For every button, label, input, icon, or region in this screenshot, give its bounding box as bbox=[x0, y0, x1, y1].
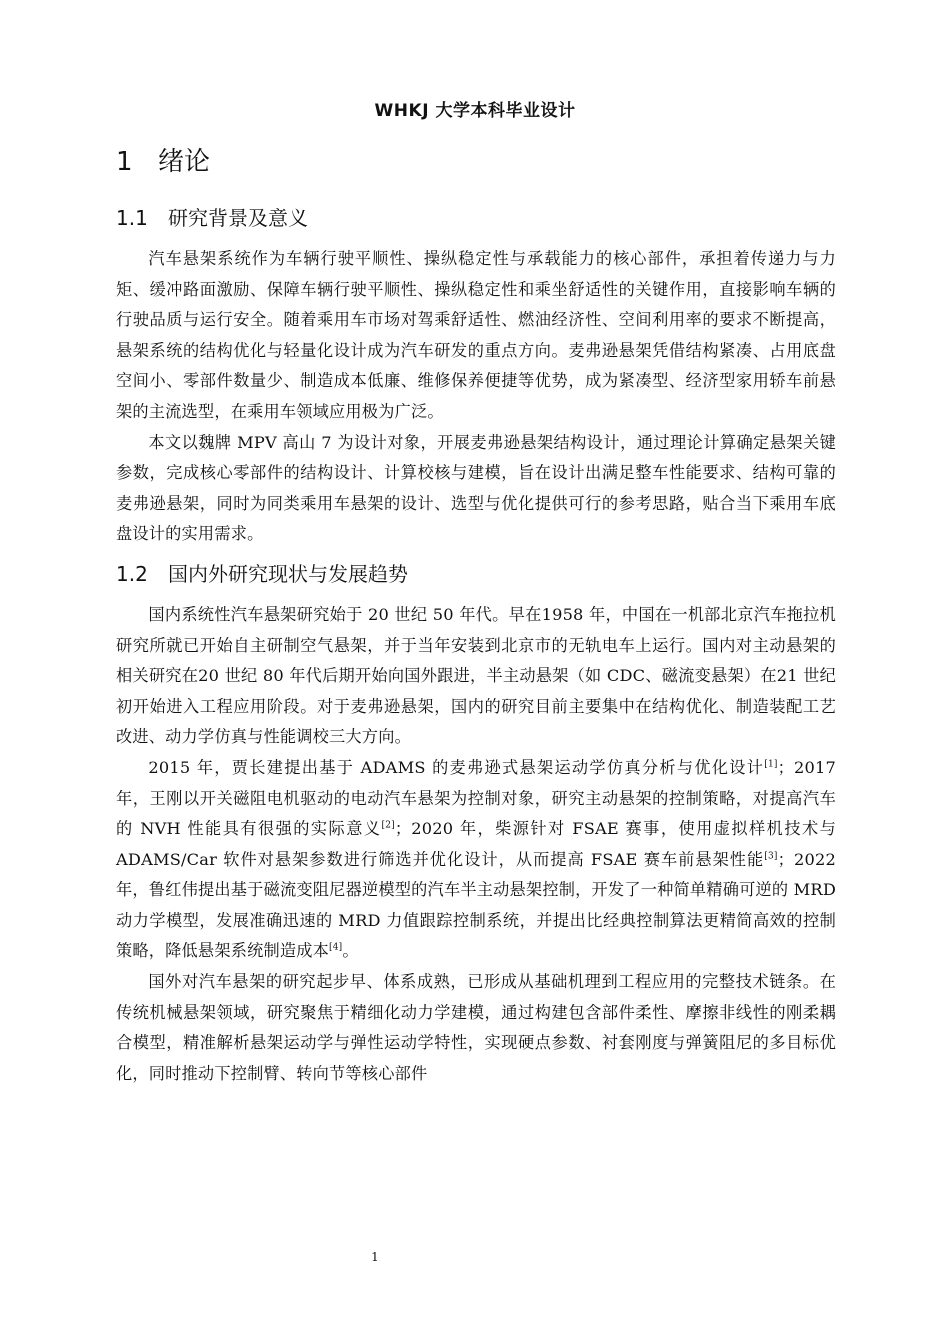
page-content bbox=[116, 140, 836, 1089]
section-number: 1.1 bbox=[116, 206, 148, 230]
paragraph-foreign-research: 国外对汽车悬架的研究起步早、体系成熟，已形成从基础机理到工程应用的完整技术链条。在传统机械悬架领域，研究聚焦于精细化动力学建模，通过构建包含部件柔性、摩擦非线性的刚柔耦合模型，精准解析悬架运动学与弹性运动学特性，实现硬点参数、衬套刚度与弹簧阻尼的多目标优化，同时推动下控制臂、转向节等核心部件 bbox=[116, 972, 836, 1083]
paragraph-domestic-citations bbox=[116, 753, 836, 967]
chapter-heading bbox=[116, 140, 836, 184]
section-heading-1-1 bbox=[116, 198, 836, 238]
paragraph-domestic-history: 国内系统性汽车悬架研究始于 20 世纪 50 年代。早在1958 年，中国在一机部北京汽车拖拉机研究所就已开始自主研制空气悬架，并于当年安装到北京市的无轨电车上运行。国内对主动悬架的相关研究在20 世纪 80 年代后期开始向国外跟进，半主动悬架（如 CDC、磁流变悬架）在21 世纪初开始进入工程应用阶段。对于麦弗逊悬架，国内的研究目前主要集中在结构优化、制造装配工艺改进、动力学仿真与性能调校三大方向。 bbox=[116, 604, 836, 747]
citation-ref-4[interactable]: [4] bbox=[329, 943, 343, 954]
citation-ref-2[interactable]: [2] bbox=[381, 820, 395, 831]
section-number: 1.2 bbox=[116, 561, 148, 586]
section-title: 研究背景及意义 bbox=[168, 206, 308, 230]
paragraph-design-object: 本文以魏牌 MPV 高山 7 为设计对象，开展麦弗逊悬架结构设计，通过理论计算确定悬架关键参数，完成核心零部件的结构设计、计算校核与建模，旨在设计出满足整车性能要求、结构可靠的麦弗逊悬架，同时为同类乘用车悬架的设计、选型与优化提供可行的参考思路，贴合当下乘用车底盘设计的实用需求。 bbox=[116, 432, 836, 544]
chapter-number: 1 bbox=[116, 147, 133, 177]
page-number: 1 bbox=[371, 1250, 379, 1264]
running-header: WHKJ 大学本科毕业设计 bbox=[374, 101, 576, 121]
section-heading-1-2 bbox=[116, 554, 836, 594]
paragraph-background: 汽车悬架系统作为车辆行驶平顺性、操纵稳定性与承载能力的核心部件，承担着传递力与力矩、缓冲路面激励、保障车辆行驶平顺性、操纵稳定性和乘坐舒适性的关键作用，直接影响车辆的行驶品质与运行安全。随着乘用车市场对驾乘舒适性、燃油经济性、空间利用率的要求不断提高，悬架系统的结构优化与轻量化设计成为汽车研发的重点方向。麦弗逊悬架凭借结构紧凑、占用底盘空间小、零部件数量少、制造成本低廉、维修保养便捷等优势，成为紧凑型、经济型家用轿车前悬架的主流选型，在乘用车领域应用极为广泛。 bbox=[116, 249, 836, 421]
citation-ref-1[interactable]: [1] bbox=[764, 759, 778, 770]
citation-text: ；2017 年，王刚以开关磁阻电机驱动的电动汽车悬架为控制对象，研究主动悬架的控制策略，对提高汽车的 NVH 性能具有很强的实际意义 bbox=[116, 757, 836, 839]
citation-text: ；2022 年，鲁红伟提出基于磁流变阻尼器逆模型的汽车半主动悬架控制，开发了一种简单精确可逆的 MRD 动力学模型，发展准确迅速的 MRD 力值跟踪控制系统，并提出比经典控制算法更精简高效的控制策略，降低悬架系统制造成本 bbox=[116, 849, 836, 961]
chapter-title: 绪论 bbox=[158, 147, 211, 177]
citation-text: 。 bbox=[342, 941, 359, 961]
citation-text: 2015 年，贾长建提出基于 ADAMS 的麦弗逊式悬架运动学仿真分析与优化设计 bbox=[148, 757, 765, 777]
citation-text: ；2020 年，柴源针对 FSAE 赛事，使用虚拟样机技术与 ADAMS/Car 软件对悬架参数进行筛选并优化设计，从而提高 FSAE 赛车前悬架性能 bbox=[116, 819, 836, 869]
section-title: 国内外研究现状与发展趋势 bbox=[168, 561, 408, 586]
citation-ref-3[interactable]: [3] bbox=[764, 851, 778, 862]
